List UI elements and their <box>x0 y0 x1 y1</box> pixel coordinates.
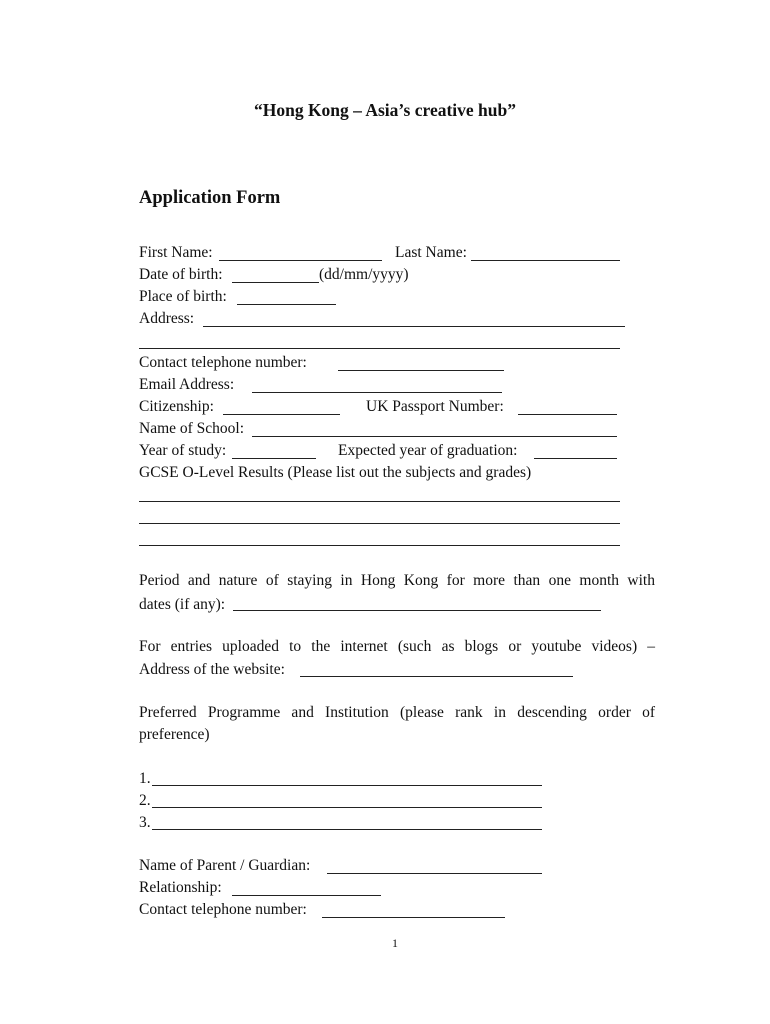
form-heading: Application Form <box>139 188 281 208</box>
relationship-field[interactable] <box>232 895 381 896</box>
address-field-line-2[interactable] <box>139 348 620 349</box>
email-field[interactable] <box>252 392 502 393</box>
programme-rank-1-field[interactable] <box>152 785 542 786</box>
guardian-contact-field[interactable] <box>322 917 505 918</box>
contact-phone-label: Contact telephone number: <box>139 354 307 371</box>
school-label: Name of School: <box>139 420 245 437</box>
contact-phone-field[interactable] <box>338 370 504 371</box>
place-of-birth-label: Place of birth: <box>139 288 227 305</box>
gcse-field-line-2[interactable] <box>139 523 620 524</box>
dob-format-hint: (dd/mm/yyyy) <box>319 266 409 283</box>
citizenship-field[interactable] <box>223 414 340 415</box>
last-name-field[interactable] <box>471 260 620 261</box>
guardian-contact-label: Contact telephone number: <box>139 901 307 918</box>
email-label: Email Address: <box>139 376 235 393</box>
graduation-label: Expected year of graduation: <box>338 442 518 459</box>
dob-field[interactable] <box>232 282 319 283</box>
programme-rank-2-field[interactable] <box>152 807 542 808</box>
place-of-birth-field[interactable] <box>237 304 336 305</box>
guardian-name-field[interactable] <box>327 873 542 874</box>
last-name-label: Last Name: <box>395 244 467 261</box>
gcse-label: GCSE O-Level Results (Please list out the subjects and grades) <box>139 464 532 481</box>
uk-passport-field[interactable] <box>518 414 617 415</box>
programme-rank-3-field[interactable] <box>152 829 542 830</box>
document-title: “Hong Kong – Asia’s creative hub” <box>253 100 517 120</box>
school-field[interactable] <box>252 436 617 437</box>
period-of-stay-label: dates (if any): <box>139 596 226 613</box>
entries-question: For entries uploaded to the internet (such as blogs or youtube videos) – <box>139 638 655 655</box>
website-label: Address of the website: <box>139 661 285 678</box>
year-of-study-label: Year of study: <box>139 442 227 459</box>
website-field[interactable] <box>300 676 573 677</box>
period-of-stay-field[interactable] <box>233 610 601 611</box>
period-of-stay-question: Period and nature of staying in Hong Kong for more than one month with <box>139 572 655 589</box>
address-field-line-1[interactable] <box>203 326 625 327</box>
programme-question: Preferred Programme and Institution (please rank in descending order of <box>139 704 655 721</box>
page-number: 1 <box>392 936 398 950</box>
graduation-field[interactable] <box>534 458 617 459</box>
programme-rank-2-label: 2. <box>139 792 151 809</box>
programme-question-cont: preference) <box>139 726 210 743</box>
relationship-label: Relationship: <box>139 879 222 896</box>
gcse-field-line-1[interactable] <box>139 501 620 502</box>
gcse-field-line-3[interactable] <box>139 545 620 546</box>
year-of-study-field[interactable] <box>232 458 316 459</box>
dob-label: Date of birth: <box>139 266 223 283</box>
guardian-name-label: Name of Parent / Guardian: <box>139 857 311 874</box>
first-name-field[interactable] <box>219 260 382 261</box>
uk-passport-label: UK Passport Number: <box>366 398 504 415</box>
citizenship-label: Citizenship: <box>139 398 214 415</box>
programme-rank-1-label: 1. <box>139 770 151 787</box>
address-label: Address: <box>139 310 195 327</box>
programme-rank-3-label: 3. <box>139 814 151 831</box>
first-name-label: First Name: <box>139 244 213 261</box>
